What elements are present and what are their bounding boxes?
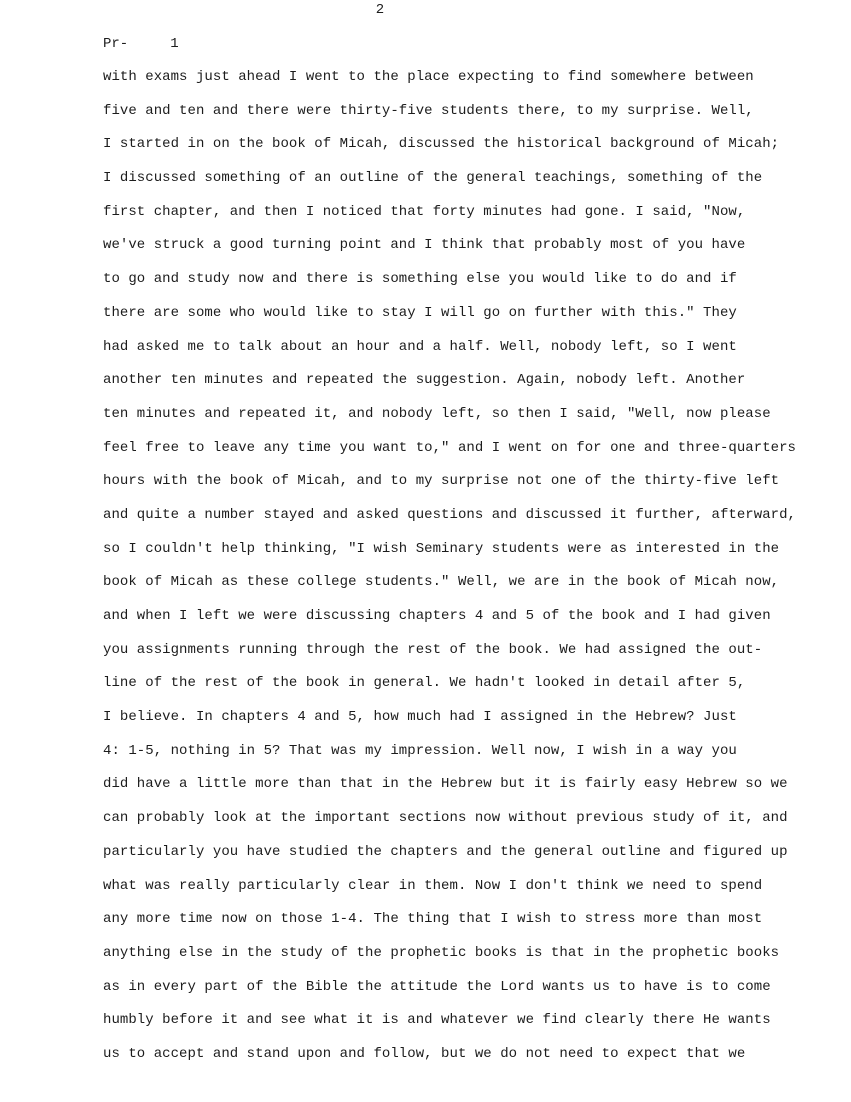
text-line: line of the rest of the book in general. We hadn't looked in detail after 5,	[103, 675, 746, 692]
text-line: book of Micah as these college students." Well, we are in the book of Micah now,	[103, 574, 780, 591]
text-line: ten minutes and repeated it, and nobody left, so then I said, "Well, now please	[103, 405, 771, 422]
text-line: hours with the book of Micah, and to my surprise not one of the thirty-five left	[103, 473, 780, 490]
text-line: I started in on the book of Micah, discussed the historical background of Micah;	[103, 136, 780, 153]
text-line: any more time now on those 1-4. The thing that I wish to stress more than most	[103, 911, 763, 928]
text-line: and when I left we were discussing chapters 4 and 5 of the book and I had given	[103, 608, 771, 624]
text-line: with exams just ahead I went to the place expecting to find somewhere between	[103, 69, 754, 85]
section-label: Pr- 1	[103, 36, 179, 52]
text-line: did have a little more than that in the Hebrew but it is fairly easy Hebrew so we	[103, 776, 788, 793]
text-line: you assignments running through the rest of the book. We had assigned the out-	[103, 641, 763, 658]
body-text	[103, 68, 823, 1079]
text-line: another ten minutes and repeated the suggestion. Again, nobody left. Another	[103, 372, 746, 389]
text-line: and quite a number stayed and asked questions and discussed it further, afterward,	[103, 506, 797, 523]
text-line: what was really particularly clear in them. Now I don't think we need to spend	[103, 877, 763, 894]
text-line: as in every part of the Bible the attitude the Lord wants us to have is to come	[103, 978, 771, 995]
text-line: so I couldn't help thinking, "I wish Seminary students were as interested in the	[103, 540, 780, 557]
text-line: anything else in the study of the prophetic books is that in the prophetic books	[103, 944, 780, 961]
text-line: had asked me to talk about an hour and a half. Well, nobody left, so I went	[103, 338, 737, 355]
text-line: particularly you have studied the chapters and the general outline and figured up	[103, 843, 788, 860]
text-line: I discussed something of an outline of the general teachings, something of the	[103, 170, 763, 187]
text-line: 4: 1-5, nothing in 5? That was my impression. Well now, I wish in a way you	[103, 742, 737, 759]
text-line: to go and study now and there is something else you would like to do and if	[103, 271, 737, 288]
text-line: humbly before it and see what it is and whatever we find clearly there He wants	[103, 1012, 771, 1029]
text-line: us to accept and stand upon and follow, but we do not need to expect that we	[103, 1045, 746, 1062]
text-line: can probably look at the important sections now without previous study of it, and	[103, 810, 788, 827]
page-number: 2	[375, 2, 385, 18]
text-line: five and ten and there were thirty-five students there, to my surprise. Well,	[103, 102, 754, 119]
text-line: feel free to leave any time you want to," and I went on for one and three-quarters	[103, 439, 797, 456]
text-line: there are some who would like to stay I will go on further with this." They	[103, 304, 737, 321]
text-line: first chapter, and then I noticed that forty minutes had gone. I said, "Now,	[103, 203, 746, 220]
text-line: we've struck a good turning point and I think that probably most of you have	[103, 237, 746, 254]
text-line: I believe. In chapters 4 and 5, how much had I assigned in the Hebrew? Just	[103, 709, 737, 726]
